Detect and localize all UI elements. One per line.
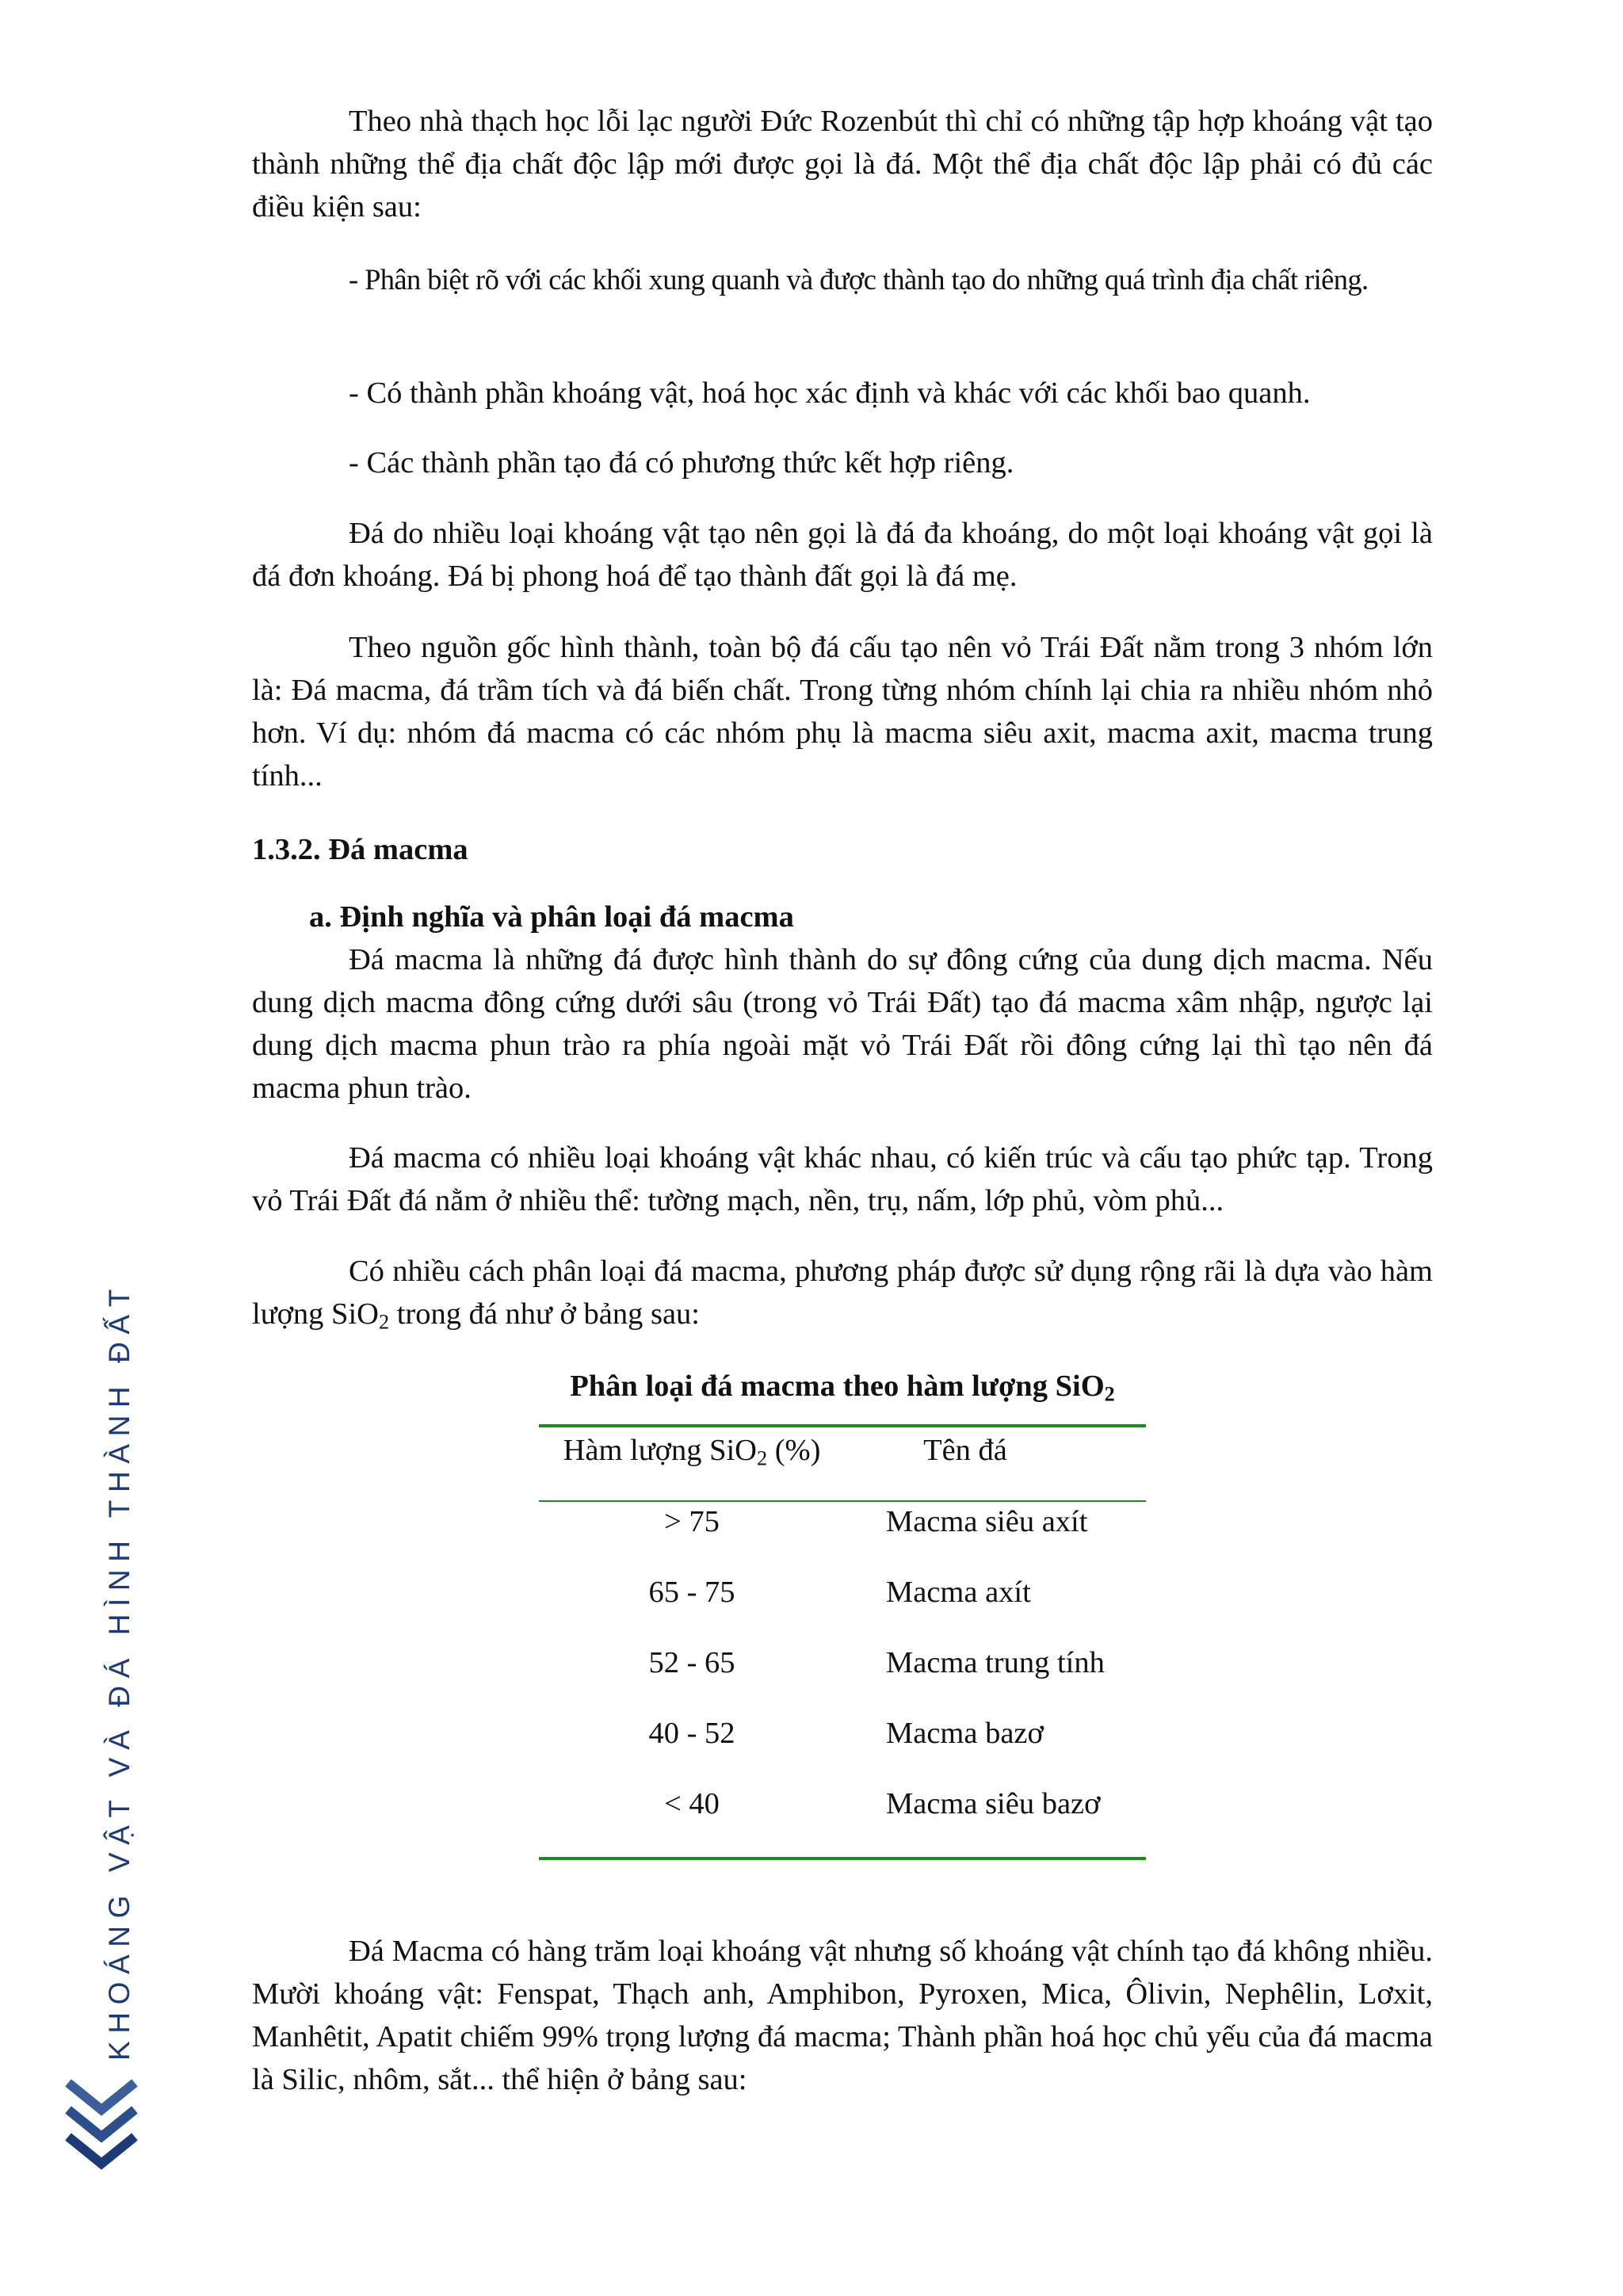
sidebar-book-title: KHOÁNG VẬT VÀ ĐÁ HÌNH THÀNH ĐẤT [103,1282,136,2061]
table-cell-name: Macma trung tính [886,1646,1105,1679]
rock-origin-paragraph: Theo nguồn gốc hình thành, toàn bộ đá cấu tạo nên vỏ Trái Đất nằm trong 3 nhóm lớn là: Đá macma, đá trầm tích và đá biến chất. Trong từng nhóm chính lại chia ra nhiều nhóm nhỏ hơn. Ví dụ: nhóm đá macma có các nhóm phụ là macma siêu axit, macma axit, macma trung tính... [252,631,1433,793]
sidebar-decoration [48,1268,158,2187]
subsection-heading: a. Định nghĩa và phân loại đá macma [309,900,794,934]
section-heading: 1.3.2. Đá macma [252,833,468,866]
table-cell-range: 52 - 65 [648,1646,735,1679]
table-bottom-rule [539,1857,1146,1860]
chevron-icon [68,2083,135,2110]
table-cell-name: Macma siêu bazơ [886,1787,1101,1820]
chevron-stack-icon [62,2076,141,2187]
macma-definition-paragraph: Đá macma là những đá được hình thành do sự đông cứng của dung dịch macma. Nếu dung dịch macma đông cứng dưới sâu (trong vỏ Trái Đất) tạo đá macma xâm nhập, ngược lại dung dịch macma phun trào ra phía ngoài mặt vỏ Trái Đất rồi đông cứng lại thì tạo nên đá macma phun trào. [252,943,1433,1105]
table-cell-range: 65 - 75 [648,1576,735,1609]
table-cell-name: Macma axít [886,1576,1031,1609]
table-header-sio2: Hàm lượng SiO$_2$ (%) [563,1434,821,1470]
table-cell-name: Macma bazơ [886,1717,1044,1750]
mineral-types-paragraph: Đá do nhiều loại khoáng vật tạo nên gọi là đá đa khoáng, do một loại khoáng vật gọi là đá đơn khoáng. Đá bị phong hoá để tạo thành đất gọi là đá mẹ. [252,517,1433,593]
table-cell-name: Macma siêu axít [886,1505,1088,1538]
intro-paragraph: Theo nhà thạch học lỗi lạc người Đức Rozenbút thì chỉ có những tập hợp khoáng vật tạo thành những thể địa chất độc lập mới được gọi là đá. Một thể địa chất độc lập phải có đủ các điều kiện sau: [252,105,1433,223]
macma-minerals-paragraph: Đá macma có nhiều loại khoáng vật khác nhau, có kiến trúc và cấu tạo phức tạp. Trong vỏ Trái Đất đá nằm ở nhiều thể: tường mạch, nền, trụ, nấm, lớp phủ, vòm phủ... [252,1141,1433,1217]
condition-item-3: - Các thành phần tạo đá có phương thức kết hợp riêng. [349,446,1014,479]
condition-item-2: - Có thành phần khoáng vật, hoá học xác định và khác với các khối bao quanh. [349,376,1311,410]
classification-paragraph: Có nhiều cách phân loại đá macma, phương pháp được sử dụng rộng rãi là dựa vào hàm lượng SiO$_2$ trong đá như ở bảng sau: [252,1255,1433,1334]
table-cell-range: < 40 [664,1787,720,1820]
table-header-rock-name: Tên đá [923,1434,1007,1467]
table-cell-range: 40 - 52 [648,1717,735,1750]
table-top-rule [539,1424,1146,1427]
condition-item-1: - Phân biệt rõ với các khối xung quanh và được thành tạo do những quá trình địa chất riêng. [349,263,1369,296]
table-title: Phân loại đá macma theo hàm lượng SiO$_2$ [570,1370,1115,1406]
table-cell-range: > 75 [664,1505,720,1538]
main-minerals-paragraph: Đá Macma có hàng trăm loại khoáng vật nhưng số khoáng vật chính tạo đá không nhiều. Mười khoáng vật: Fenspat, Thạch anh, Amphibon, Pyroxen, Mica, Ôlivin, Nephêlin, Lơxit, Manhêtit, Apatit chiếm 99% trọng lượng đá macma; Thành phần hoá học chủ yếu của đá macma là Silic, nhôm, sắt... thể hiện ở bảng sau: [252,1935,1433,2096]
